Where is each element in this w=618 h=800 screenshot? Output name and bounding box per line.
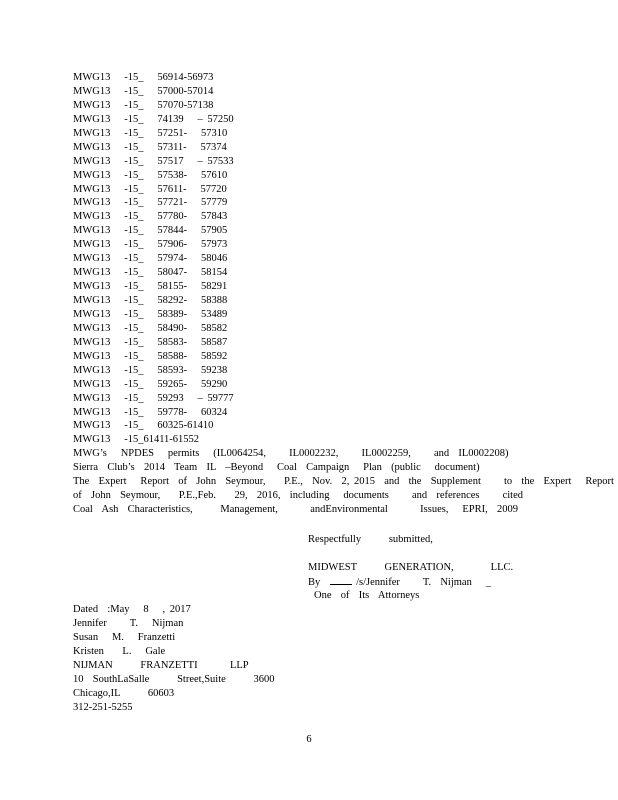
exhibit-line: MWG13 -15_61411-61552: [73, 434, 200, 446]
exhibit-line: MWG13 -15_ 59265- 59290: [73, 378, 228, 390]
dated-line: 10 SouthLaSalle Street,Suite 3600: [73, 674, 275, 685]
exhibit-line: MWG13 -15_ 57000-57014: [73, 85, 214, 97]
exhibit-line: MWG13 -15_ 58155- 58291: [73, 281, 228, 293]
exhibit-line: The Expert Report of John Seymour, P.E., Nov. 2, 2015 and the Supplement to the Expert Report: [73, 476, 614, 488]
dated-line: 312-251-5255: [73, 702, 133, 713]
exhibit-line: MWG13 -15_ 57311- 57374: [73, 141, 227, 153]
exhibit-line: Sierra Club’s 2014 Team IL –Beyond Coal Campaign Plan (public document): [73, 462, 480, 474]
signature-blank: [330, 575, 352, 585]
dated-line: Chicago,IL 60603: [73, 688, 175, 699]
exhibit-line: MWG13 -15_ 57906- 57973: [73, 239, 228, 251]
exhibit-line: MWG13 -15_ 57611- 57720: [73, 183, 227, 195]
exhibit-line: MWG13 -15_ 58047- 58154: [73, 267, 228, 279]
exhibit-line: MWG13 -15_ 57780- 57843: [73, 211, 228, 223]
exhibit-line: MWG13 -15_ 58583- 58587: [73, 336, 228, 348]
trailing-mark: _: [485, 577, 491, 588]
exhibit-line: of John Seymour, P.E.,Feb. 29, 2016, including documents and references cited: [73, 490, 524, 502]
exhibit-line: MWG13 -15_ 57538- 57610: [73, 169, 228, 181]
dated-line: Susan M. Franzetti: [73, 632, 176, 643]
dated-line: NIJMAN FRANZETTI LLP: [73, 660, 249, 671]
dated-block: [73, 603, 275, 715]
dated-line: Jennifer T. Nijman: [73, 618, 184, 629]
firm-name: MIDWEST GENERATION, LLC.: [308, 562, 514, 573]
signature-block: [308, 533, 513, 603]
exhibit-line: MWG13 -15_ 58490- 58582: [73, 322, 228, 334]
exhibit-line: MWG13 -15_ 57070-57138: [73, 99, 214, 111]
exhibit-line: MWG13 -15_ 58588- 58592: [73, 350, 228, 362]
dated-line: Dated :May 8 , 2017: [73, 604, 191, 615]
page-number: 6: [306, 734, 312, 745]
exhibit-line: MWG13 -15_ 57517 – 57533: [73, 155, 234, 167]
exhibit-line: MWG13 -15_ 58389- 53489: [73, 308, 228, 320]
exhibit-line: MWG13 -15_ 57844- 57905: [73, 225, 228, 237]
exhibit-line: Coal Ash Characteristics, Management, andEnvironmental Issues, EPRI, 2009: [73, 504, 518, 516]
exhibit-line: MWG’s NPDES permits (IL0064254, IL0002232, IL0002259, and IL0002208): [73, 448, 509, 460]
closing-text: Respectfully submitted,: [308, 534, 433, 545]
exhibit-list: [73, 71, 614, 517]
exhibit-line: MWG13 -15_ 74139 – 57250: [73, 113, 234, 125]
exhibit-line: MWG13 -15_ 57721- 57779: [73, 197, 228, 209]
signature-name: /s/Jennifer T. Nijman: [356, 577, 472, 588]
exhibit-line: MWG13 -15_ 58593- 59238: [73, 364, 228, 376]
exhibit-line: MWG13 -15_ 57251- 57310: [73, 127, 228, 139]
dated-line: Kristen L. Gale: [73, 646, 166, 657]
exhibit-line: MWG13 -15_ 57974- 58046: [73, 253, 228, 265]
exhibit-line: MWG13 -15_ 56914-56973: [73, 72, 214, 83]
exhibit-line: MWG13 -15_ 59778- 60324: [73, 406, 228, 418]
exhibit-line: MWG13 -15_ 58292- 58388: [73, 295, 228, 306]
signature-line: [308, 575, 513, 589]
attorney-role: One of Its Attorneys: [314, 590, 420, 601]
exhibit-line: MWG13 -15_ 60325-61410: [73, 420, 214, 432]
exhibit-line: MWG13 -15_ 59293 – 59777: [73, 392, 234, 404]
by-label: By: [308, 577, 321, 588]
